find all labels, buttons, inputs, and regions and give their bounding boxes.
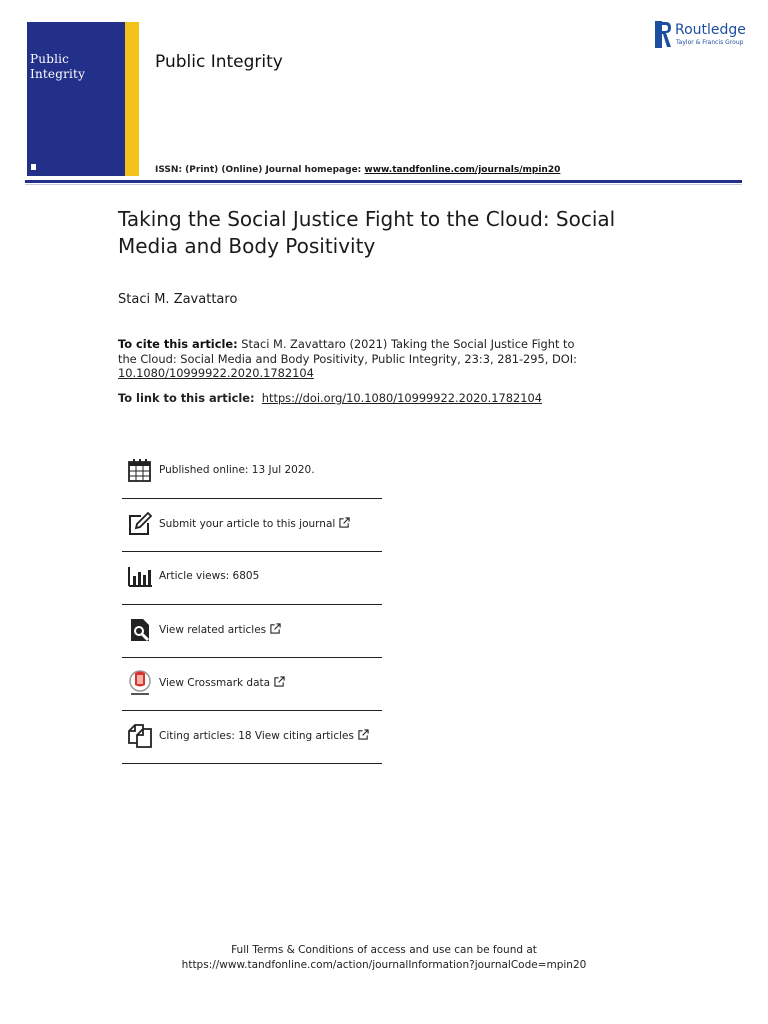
external-link-icon <box>270 623 281 634</box>
cite-text: Staci M. Zavattaro (2021) Taking the Social Justice Fight to the Cloud: Social Media and Body Positivity, Public Integrity, 23:3, 281-295, DOI: <box>118 337 577 366</box>
citation-block <box>118 337 578 381</box>
terms-url[interactable]: https://www.tandfonline.com/action/journalInformation?journalCode=mpin20 <box>181 959 587 971</box>
publisher-logo[interactable] <box>655 21 755 51</box>
issn-text: ISSN: (Print) (Online) Journal homepage: <box>155 165 365 175</box>
bar-chart-icon <box>127 564 153 590</box>
related-articles-link[interactable] <box>159 623 281 636</box>
journal-title: Public Integrity <box>155 52 283 72</box>
article-author: Staci M. Zavattaro <box>118 292 238 307</box>
article-views-row <box>122 552 382 605</box>
cover-publisher-mark <box>31 164 36 170</box>
doi-link[interactable]: https://doi.org/10.1080/10999922.2020.1782104 <box>261 391 543 405</box>
calendar-icon <box>127 458 153 484</box>
cover-stripe <box>125 22 139 176</box>
article-views-text: Article views: 6805 <box>159 570 260 582</box>
citing-articles-label: Citing articles: 18 View citing articles <box>159 730 354 742</box>
published-online-row <box>122 446 382 499</box>
edit-icon <box>127 511 153 537</box>
cite-label: To cite this article: <box>118 337 238 351</box>
link-line <box>118 391 542 405</box>
terms-footer <box>134 943 634 973</box>
article-title: Taking the Social Justice Fight to the Cloud: Social Media and Body Positivity <box>118 207 616 258</box>
cover-title-line2: Integrity <box>30 67 86 81</box>
cite-doi-link[interactable]: 10.1080/10999922.2020.1782104 <box>118 366 314 380</box>
related-articles-row[interactable] <box>122 605 382 658</box>
crossmark-label: View Crossmark data <box>159 677 271 689</box>
crossmark-link[interactable] <box>159 676 285 689</box>
issn-line <box>155 165 560 175</box>
external-link-icon <box>339 517 350 528</box>
external-link-icon <box>358 729 369 740</box>
external-link-icon <box>274 676 285 687</box>
citing-articles-icon <box>127 723 153 749</box>
search-document-icon <box>127 617 153 643</box>
link-label: To link to this article: <box>118 391 255 405</box>
crossmark-icon <box>127 670 153 696</box>
crossmark-row[interactable] <box>122 658 382 711</box>
routledge-logo-icon <box>655 21 672 48</box>
citing-articles-row[interactable] <box>122 711 382 764</box>
citing-articles-link[interactable] <box>159 729 369 742</box>
cover-title-line1: Public <box>30 52 70 66</box>
submit-article-label: Submit your article to this journal <box>159 518 336 530</box>
terms-line1: Full Terms & Conditions of access and use can be found at <box>231 944 537 956</box>
header-divider-thin <box>25 184 742 185</box>
submit-article-row[interactable] <box>122 499 382 552</box>
related-articles-label: View related articles <box>159 624 267 636</box>
publisher-group: Taylor & Francis Group <box>676 39 744 46</box>
submit-article-link[interactable] <box>159 517 350 530</box>
publisher-name: Routledge <box>675 22 746 38</box>
header-divider <box>25 180 742 183</box>
journal-cover-image <box>27 22 139 176</box>
published-online-text: Published online: 13 Jul 2020. <box>159 464 315 476</box>
journal-homepage-link[interactable]: www.tandfonline.com/journals/mpin20 <box>364 165 561 175</box>
